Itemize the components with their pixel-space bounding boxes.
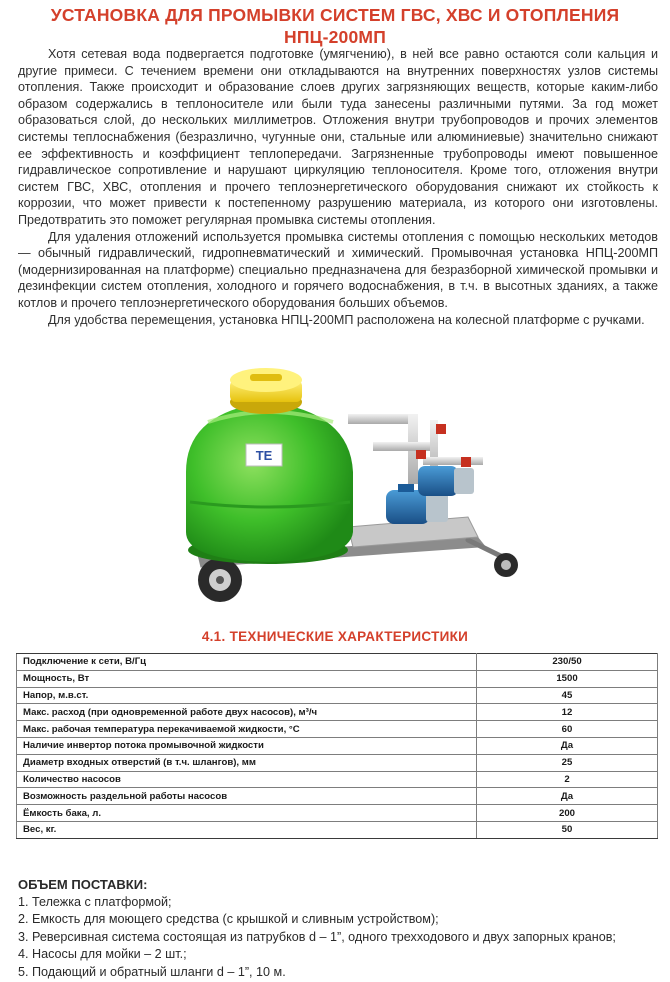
spec-value: 45 [477,687,658,704]
delivery-item: 3. Реверсивная система состоящая из патрубков d – 1”, одного трехходового и двух запорных кранов; [18,929,616,944]
spec-row [17,721,658,738]
spec-row [17,670,658,687]
spec-label: Вес, кг. [17,821,477,838]
specs-title: 4.1. ТЕХНИЧЕСКИЕ ХАРАКТЕРИСТИКИ [201,629,469,644]
spec-label: Напор, м.в.ст. [17,687,477,704]
pump-back [418,466,474,496]
spec-value: 50 [477,821,658,838]
spec-label: Наличие инвертор потока промывочной жидкости [17,737,477,754]
wheel-left [198,558,242,602]
product-photo [168,362,528,612]
title-line-2: НПЦ-200МП [284,27,386,47]
spec-label: Макс. рабочая температура перекачиваемой жидкости, °С [17,721,477,738]
document-title [0,4,670,48]
delivery-item: 5. Подающий и обратный шланги d – 1”, 10 м. [18,964,286,979]
spec-value: 230/50 [477,654,658,671]
spec-value: Да [477,737,658,754]
intro-paragraph-3: Для удобства перемещения, установка НПЦ-200МП расположена на колесной платформе с ручками. [48,312,645,327]
spec-label: Количество насосов [17,771,477,788]
wheel-right [494,553,518,577]
spec-row [17,737,658,754]
spec-label: Макс. расход (при одновременной работе двух насосов), м³/ч [17,704,477,721]
delivery-title: ОБЪЕМ ПОСТАВКИ: [18,877,148,892]
intro-text [18,46,658,328]
green-tank [186,402,353,564]
intro-paragraph-1: Хотя сетевая вода подвергается подготовке (умягчению), в ней все равно остаются соли кальция и другие примеси. С течением времени они откладываются на внутренних поверхностях узлов системы отопления. Также происходит и образование слоев других загрязняющих веществ, которые каким-либо образом содержались в теплоносителе или были туда занесены различными путями. За год может образоваться слой, до нескольких миллиметров. Отложения внутри трубопроводов и прочих элементов системы теплоснабжения (безразлично, чугунные они, стальные или алюминиевые) значительно снижают ее эффективность и коэффициент теплопередачи. Загрязненные трубопроводы имеют повышенное гидравлическое сопротивление и нарушают циркуляцию теплоносителя. Кроме того, отложения внутри систем ГВС, ХВС, отопления и прочего теплоэнергетического оборудования снижают их стойкость к коррозии, что может привести к постепенному разрушению материала, из которого они изготовлены. Предотвратить это поможет регулярная промывка системы отопления. [18,47,658,227]
logo-badge [246,444,282,466]
delivery-item: 2. Емкость для моющего средства (с крышкой и сливным устройством); [18,912,439,927]
spec-label: Подключение к сети, В/Гц [17,654,477,671]
yellow-lid [230,368,302,414]
spec-value: Да [477,788,658,805]
delivery-item: 1. Тележка с платформой; [18,894,172,909]
spec-value: 200 [477,805,658,822]
spec-label: Диаметр входных отверстий (в т.ч. шлангов), мм [17,754,477,771]
spec-row [17,654,658,671]
specs-table-body [17,654,658,839]
spec-label: Мощность, Вт [17,670,477,687]
intro-paragraph-2: Для удаления отложений используется промывка системы отопления с помощью нескольких методов — обычный гидравлический, гидропневматический и химический. Промывочная установка НПЦ-200МП (модернизированная на платформе) специально предназначена для безразборной химической промывки и дезинфекции систем отопления, холодного и горячего водоснабжения, в т.ч. в высотных зданиях, а также котлов и прочего теплоэнергетического оборудования больших объемов. [18,229,658,310]
spec-row [17,704,658,721]
badge-text: ТЕ [255,448,273,463]
title-line-1: УСТАНОВКА ДЛЯ ПРОМЫВКИ СИСТЕМ ГВС, ХВС И ОТОПЛЕНИЯ [50,5,620,25]
delivery-list [18,894,658,982]
spec-row [17,771,658,788]
spec-row [17,788,658,805]
spec-row [17,805,658,822]
spec-label: Ёмкость бака, л. [17,805,477,822]
spec-row [17,687,658,704]
spec-row [17,754,658,771]
delivery-item: 4. Насосы для мойки – 2 шт.; [18,947,187,962]
spec-value: 1500 [477,670,658,687]
spec-value: 25 [477,754,658,771]
spec-value: 60 [477,721,658,738]
spec-value: 2 [477,771,658,788]
specs-table [16,653,658,839]
delivery-section [18,876,658,982]
spec-label: Возможность раздельной работы насосов [17,788,477,805]
spec-value: 12 [477,704,658,721]
spec-row [17,821,658,838]
